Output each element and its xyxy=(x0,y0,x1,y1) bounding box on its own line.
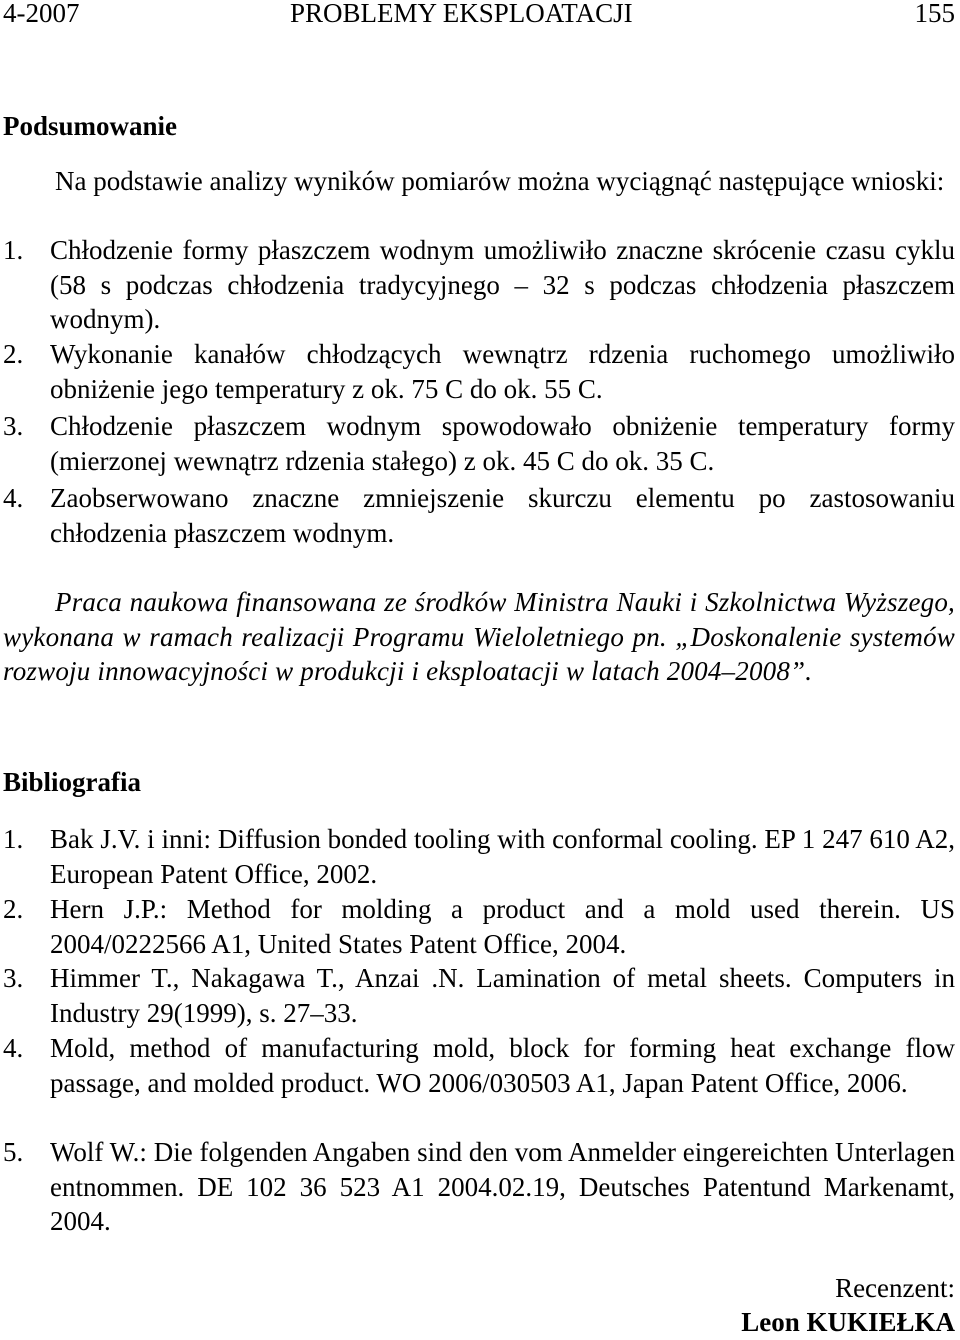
reference-item-4 xyxy=(3,1031,955,1100)
reviewer-label: Recenzent: xyxy=(835,1273,955,1303)
funding-acknowledgement xyxy=(3,585,955,689)
conclusion-text: Chłodzenie płaszczem wodnym spowodowało obniżenie temperatury formy (mierzonej wewnątrz rdzenia stałego) z ok. 45 C do ok. 35 C. xyxy=(50,411,955,476)
conclusion-item-1 xyxy=(3,233,955,337)
conclusion-text: Wykonanie kanałów chłodzących wewnątrz rdzenia ruchomego umożliwiło obniżenie jego temperatury z ok. 75 C do ok. 55 C. xyxy=(50,339,955,404)
reference-number: 4. xyxy=(3,1033,24,1063)
summary-intro xyxy=(3,164,955,199)
reference-item-1 xyxy=(3,822,955,891)
reference-item-3 xyxy=(3,961,955,1030)
funding-text: Praca naukowa finansowana ze środków Ministra Nauki i Szkolnictwa Wyższego, wykonana w ramach realizacji Programu Wieloletniego pn. „Doskonalenie systemów rozwoju innowacyjności w produkcji i eksploatacji w latach 2004–2008”. xyxy=(3,587,955,686)
conclusion-item-3 xyxy=(3,409,955,478)
reference-number: 2. xyxy=(3,894,24,924)
reference-text: Mold, method of manufacturing mold, block for forming heat exchange flow passage, and molded product. WO 2006/030503 A1, Japan Patent Office, 2006. xyxy=(50,1033,955,1098)
conclusion-number: 3. xyxy=(3,411,24,441)
reviewer-name: Leon KUKIEŁKA xyxy=(741,1307,955,1337)
reference-item-5 xyxy=(3,1135,955,1239)
issue-number: 4-2007 xyxy=(3,0,80,28)
conclusion-item-2 xyxy=(3,337,955,406)
conclusion-number: 4. xyxy=(3,483,24,513)
journal-title: PROBLEMY EKSPLOATACJI xyxy=(290,0,633,28)
reference-number: 3. xyxy=(3,963,24,993)
reference-text: Hern J.P.: Method for molding a product and a mold used therein. US 2004/0222566 A1, United States Patent Office, 2004. xyxy=(50,894,955,959)
conclusion-number: 1. xyxy=(3,235,24,265)
page-number: 155 xyxy=(914,0,955,28)
summary-intro-text: Na podstawie analizy wyników pomiarów można wyciągnąć następujące wnioski: xyxy=(55,166,945,196)
conclusion-text: Zaobserwowano znaczne zmniejszenie skurczu elementu po zastosowaniu chłodzenia płaszczem wodnym. xyxy=(50,483,955,548)
bibliography-heading: Bibliografia xyxy=(3,767,142,797)
summary-heading: Podsumowanie xyxy=(3,111,178,141)
conclusion-number: 2. xyxy=(3,339,24,369)
reference-number: 1. xyxy=(3,824,24,854)
conclusion-item-4 xyxy=(3,481,955,550)
running-header xyxy=(3,0,955,31)
conclusion-text: Chłodzenie formy płaszczem wodnym umożliwiło znaczne skrócenie czasu cyklu (58 s podczas chłodzenia tradycyjnego – 32 s podczas chłodzenia płaszczem wodnym). xyxy=(50,235,955,334)
reference-text: Wolf W.: Die folgenden Angaben sind den vom Anmelder eingereichten Unterlagen entnommen. DE 102 36 523 A1 2004.02.19, Deutsches Patentund Markenamt, 2004. xyxy=(50,1137,955,1236)
reference-text: Himmer T., Nakagawa T., Anzai .N. Lamination of metal sheets. Computers in Industry 29(1999), s. 27–33. xyxy=(50,963,955,1028)
reference-text: Bak J.V. i inni: Diffusion bonded tooling with conformal cooling. EP 1 247 610 A2, European Patent Office, 2002. xyxy=(50,824,955,889)
reference-item-2 xyxy=(3,892,955,961)
reference-number: 5. xyxy=(3,1137,24,1167)
